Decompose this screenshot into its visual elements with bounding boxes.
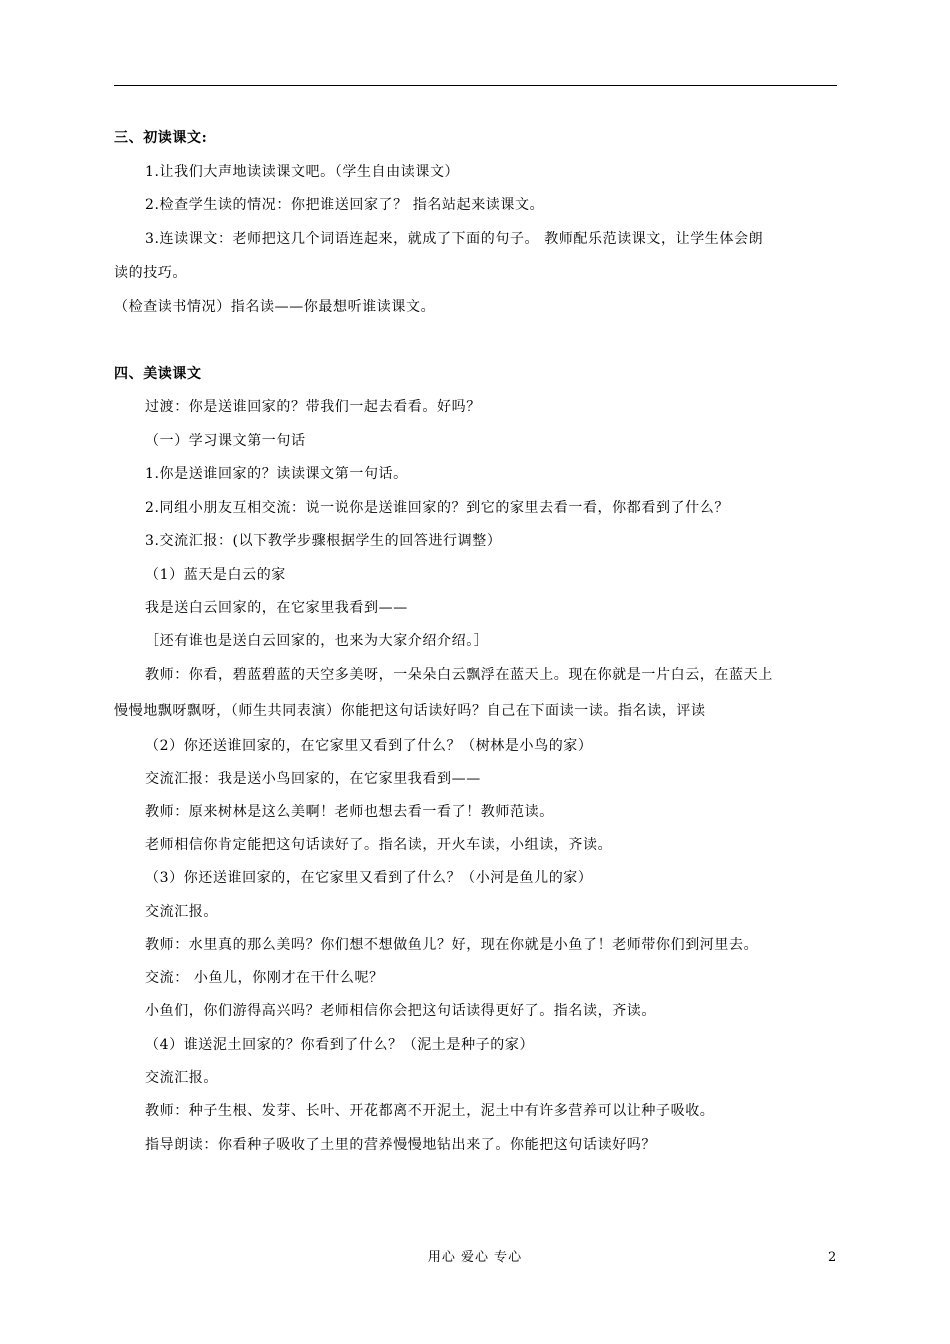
paragraph-line: 交流： 小鱼儿，你刚才在干什么呢？ [145,970,384,986]
paragraph-line: 我是送白云回家的，在它家里我看到—— [145,600,408,616]
paragraph-line: 2.同组小朋友互相交流：说一说你是送谁回家的？到它的家里去看一看，你都看到了什么？ [145,500,729,516]
paragraph-line: 交流汇报。 [145,1070,218,1086]
paragraph-line: 指导朗读：你看种子吸收了土里的营养慢慢地钻出来了。你能把这句话读好吗？ [145,1137,656,1153]
page-number: 2 [828,1250,837,1265]
paragraph-line: 交流汇报。 [145,904,218,920]
paragraph-line: 交流汇报：我是送小鸟回家的，在它家里我看到—— [145,771,481,787]
paragraph-line: 教师：水里真的那么美吗？你们想不想做鱼儿？好，现在你就是小鱼了！老师带你们到河里去。 [145,937,759,953]
paragraph-line: 教师：种子生根、发芽、长叶、开花都离不开泥土，泥土中有许多营养可以让种子吸收。 [145,1103,715,1119]
paragraph-line: 教师：你看，碧蓝碧蓝的天空多美呀，一朵朵白云飘浮在蓝天上。现在你就是一片白云，在蓝天上 [145,667,773,683]
paragraph-line: 3.交流汇报：(以下教学步骤根据学生的回答进行调整） [145,533,502,549]
paragraph-line: 1.让我们大声地读读课文吧。（学生自由读课文） [145,164,460,180]
paragraph-line: 3.连读课文：老师把这几个词语连起来，就成了下面的句子。 教师配乐范读课文，让学生体会朗 [145,231,764,247]
header-rule [114,85,837,86]
paragraph-line: （1）蓝天是白云的家 [145,567,286,583]
paragraph-line: （3）你还送谁回家的，在它家里又看到了什么？（小河是鱼儿的家） [145,870,593,886]
paragraph-line: 读的技巧。 [114,265,187,281]
paragraph-line: （4）谁送泥土回家的？你看到了什么？（泥土是种子的家） [145,1037,535,1053]
paragraph-line: 慢慢地飘呀飘呀，（师生共同表演）你能把这句话读好吗？自己在下面读一读。指名读，评读 [114,703,706,719]
page-footer: 用心 爱心 专心 [427,1250,523,1265]
paragraph-line: ［还有谁也是送白云回家的，也来为大家介绍介绍。］ [145,633,489,649]
paragraph-line: （2）你还送谁回家的，在它家里又看到了什么？（树林是小鸟的家） [145,738,593,754]
paragraph-line: 1.你是送谁回家的？读读课文第一句话。 [145,466,408,482]
paragraph-line: 小鱼们，你们游得高兴吗？老师相信你会把这句话读得更好了。指名读，齐读。 [145,1003,656,1019]
section-heading-4: 四、美读课文 [114,366,202,382]
paragraph-line: 教师：原来树林是这么美啊！老师也想去看一看了！教师范读。 [145,804,554,820]
paragraph-line: （检查读书情况）指名读——你最想听谁读课文。 [114,299,436,315]
paragraph-line: 老师相信你肯定能把这句话读好了。指名读，开火车读，小组读，齐读。 [145,837,613,853]
paragraph-line: 过渡：你是送谁回家的？带我们一起去看看。好吗？ [145,399,481,415]
section-heading-3: 三、初读课文: [114,130,208,146]
paragraph-line: （一）学习课文第一句话 [145,433,306,449]
paragraph-line: 2.检查学生读的情况：你把谁送回家了？ 指名站起来读课文。 [145,197,545,213]
